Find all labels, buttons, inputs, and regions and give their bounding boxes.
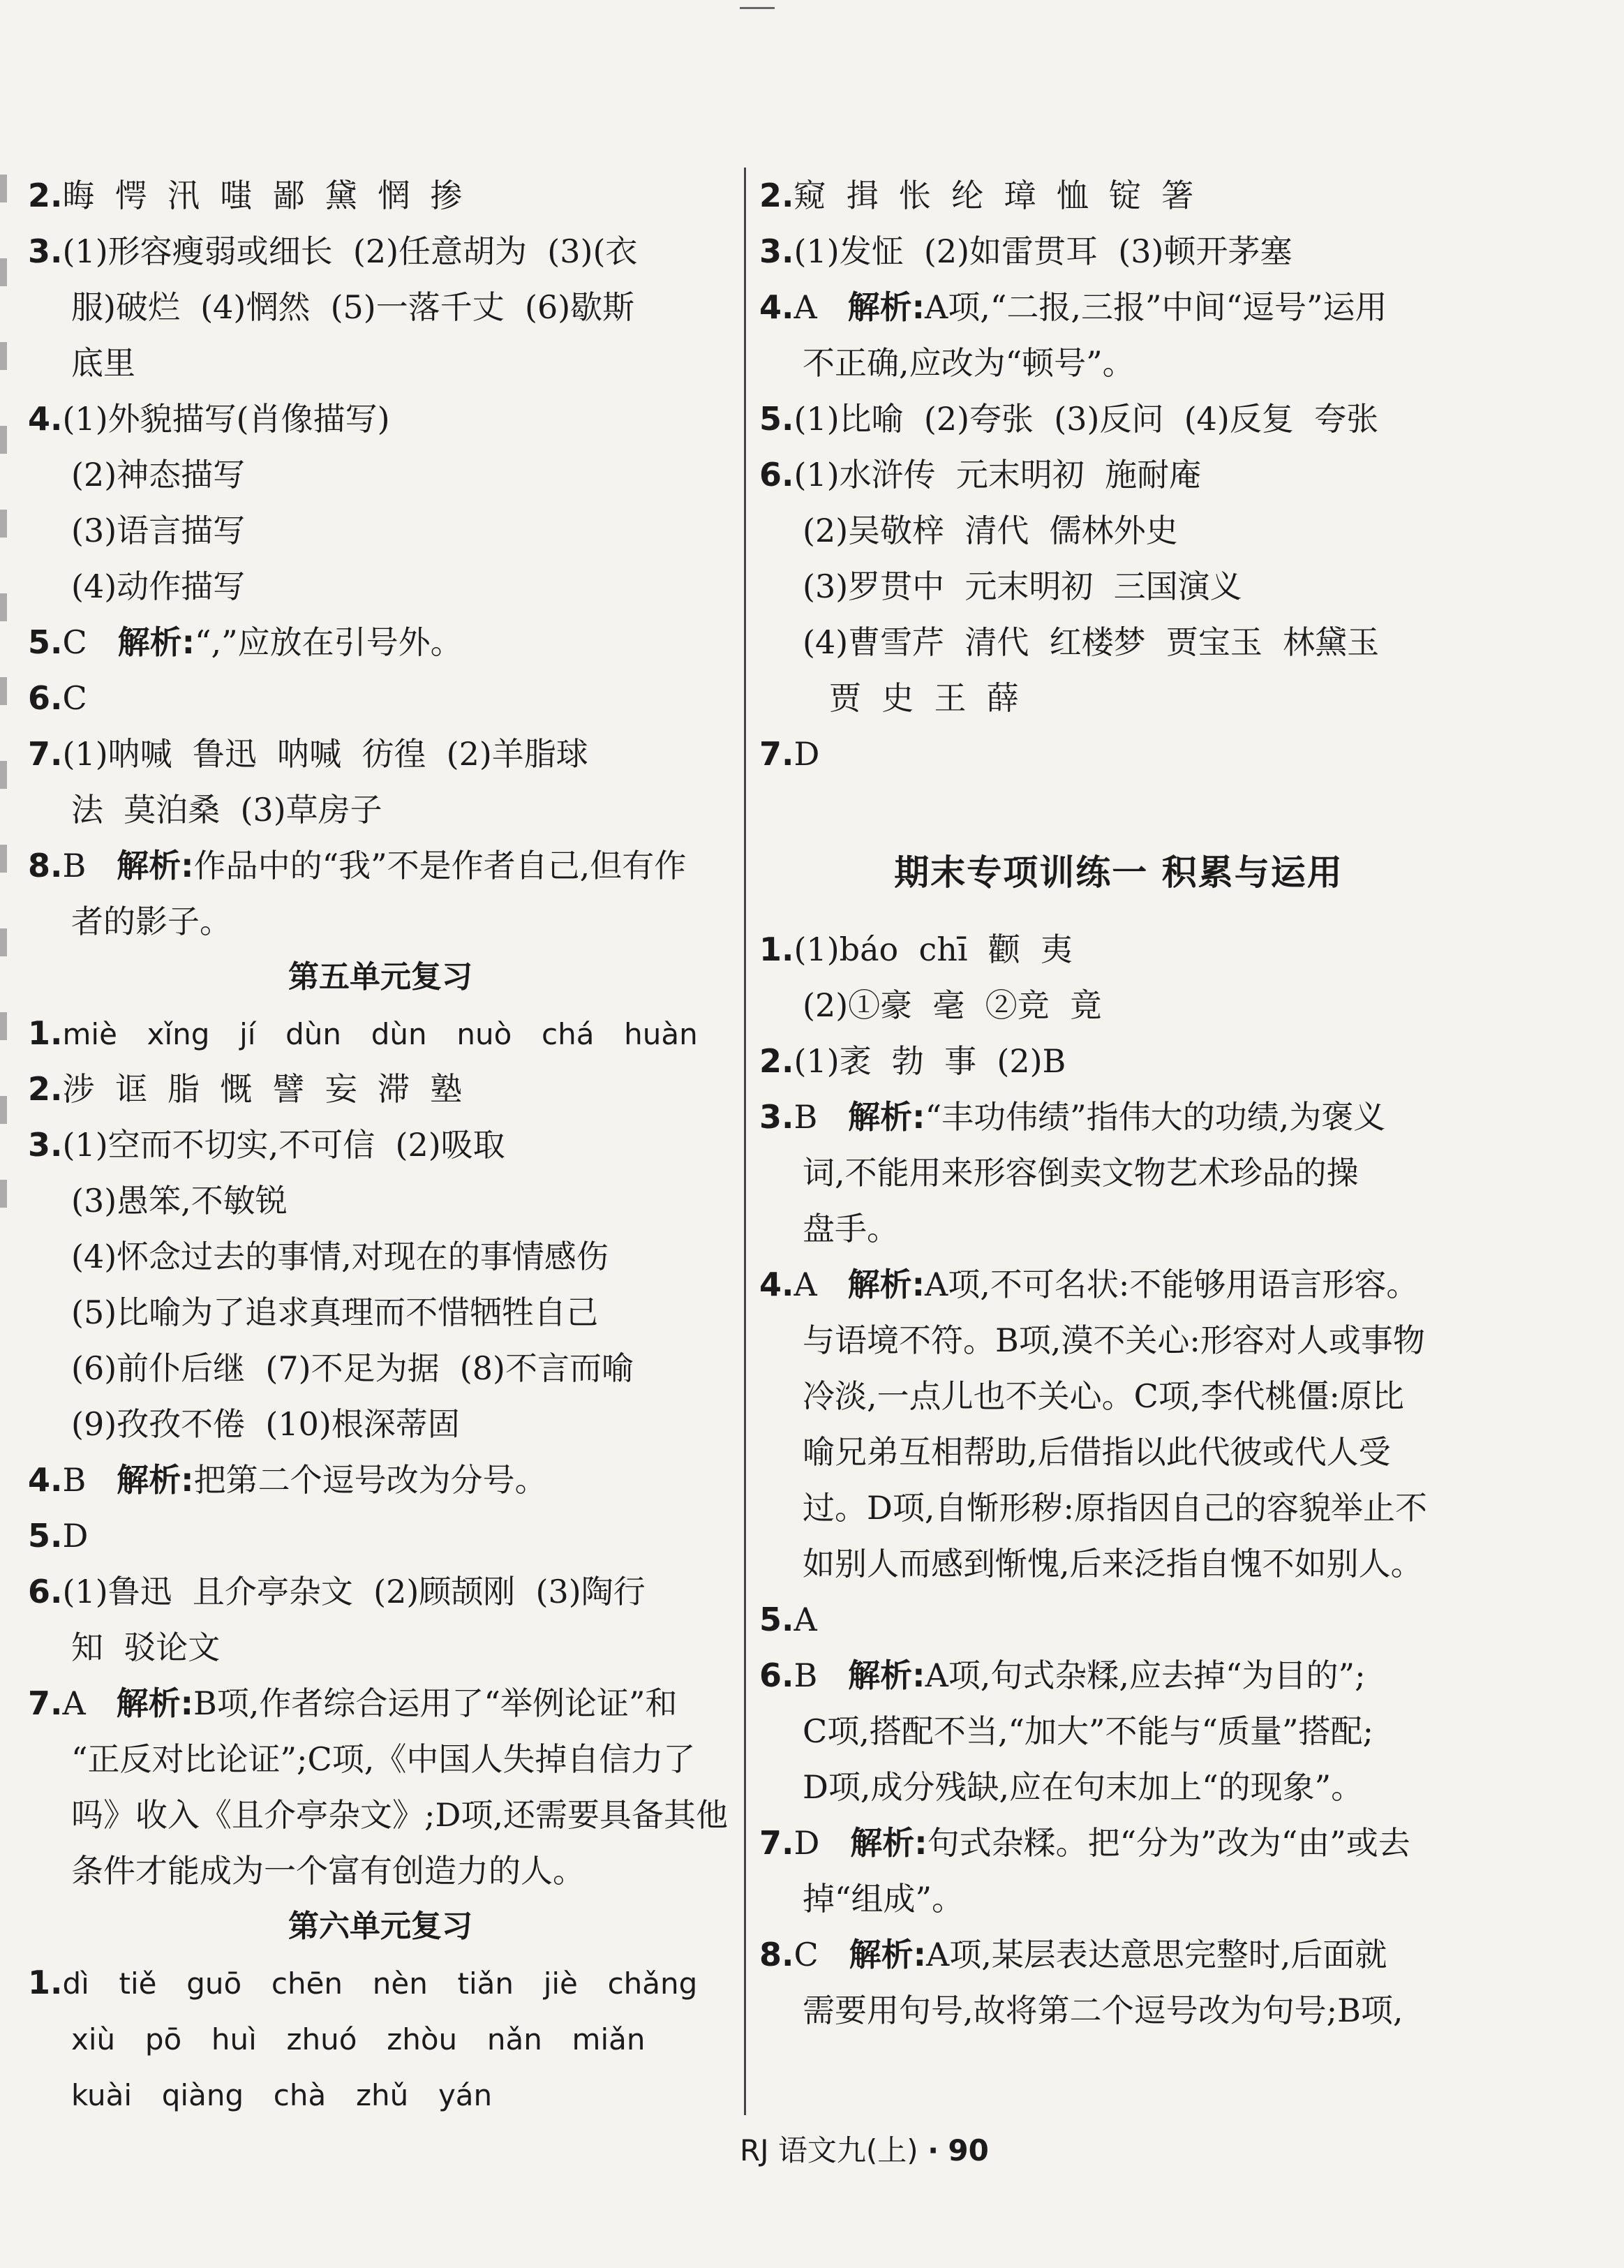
- right-column: [759, 168, 1478, 2038]
- unit5-question-3-item: (4)怀念过去的事情,对现在的事情感伤: [71, 1238, 609, 1275]
- question-5: 5.(1)比喻 (2)夸张 (3)反问 (4)反复 夸张: [759, 400, 1379, 438]
- question-7: 7.(1)呐喊 鲁迅 呐喊 彷徨 (2)羊脂球: [28, 735, 588, 773]
- question-3-cont: 服)破烂 (4)惘然 (5)一落千丈 (6)歇斯: [71, 288, 635, 326]
- unit5-question-6: 6.(1)鲁迅 且介亭杂文 (2)顾颉刚 (3)陶行: [28, 1573, 646, 1610]
- unit5-question-3-item: (3)愚笨,不敏锐: [71, 1182, 288, 1220]
- section-question-3-line: 盘手。: [803, 1210, 899, 1247]
- question-6-item: (3)罗贯中 元末明初 三国演义: [803, 568, 1242, 605]
- unit5-question-6-cont: 知 驳论文: [71, 1629, 221, 1666]
- unit6-question-1-line: xiù pō huì zhuó zhòu nǎn miǎn: [71, 2022, 646, 2056]
- section-question-3: 3.B 解析:“丰功伟绩”指伟大的功绩,为褒义: [759, 1098, 1386, 1136]
- question-8: 8.B 解析:作品中的“我”不是作者自己,但有作: [28, 847, 687, 884]
- question-4-item: (2)神态描写: [71, 456, 246, 494]
- question-6-item: (4)曹雪芹 清代 红楼梦 贾宝玉 林黛玉: [803, 623, 1380, 661]
- unit5-question-3-item: (6)前仆后继 (7)不足为据 (8)不言而喻: [71, 1349, 634, 1387]
- section-question-6-line: C项,搭配不当,“加大”不能与“质量”搭配;: [803, 1712, 1374, 1750]
- question-3: 3.(1)发怔 (2)如雷贯耳 (3)顿开茅塞: [759, 232, 1293, 270]
- footer-dot: ·: [928, 2133, 939, 2167]
- unit5-question-1: 1.miè xǐng jí dùn dùn nuò chá huàn: [28, 1014, 698, 1052]
- top-mark: [740, 7, 775, 9]
- page-number: 90: [948, 2133, 989, 2167]
- unit5-question-2: 2.涉 诓 脂 慨 譬 妄 滞 塾: [28, 1070, 463, 1108]
- section-question-3-line: 词,不能用来形容倒卖文物艺术珍品的操: [803, 1154, 1359, 1192]
- question-2: 2.窥 揖 怅 纶 璋 恤 锭 箸: [759, 177, 1194, 214]
- unit5-question-4: 4.B 解析:把第二个逗号改为分号。: [28, 1461, 547, 1499]
- unit5-question-7-line: 吗》收入《且介亭杂文》;D项,还需要具备其他: [71, 1796, 729, 1834]
- section-question-7-line: 掉“组成”。: [803, 1880, 964, 1918]
- section-question-5: 5.A: [759, 1601, 817, 1638]
- section-spacer: [759, 782, 1478, 824]
- unit5-question-3-item: (9)孜孜不倦 (10)根深蒂固: [71, 1405, 460, 1443]
- question-4-item: (3)语言描写: [71, 512, 246, 549]
- section-question-1: 1.(1)báo chī 颧 夷: [759, 931, 1073, 968]
- section-question-6: 6.B 解析:A项,句式杂糅,应去掉“为目的”;: [759, 1656, 1366, 1694]
- page-footer: [740, 2128, 989, 2170]
- section-question-4-line: 喻兄弟互相帮助,后借指以此代彼或代人受: [803, 1433, 1391, 1471]
- section-title: 期末专项训练一 积累与运用: [894, 852, 1343, 893]
- section-question-1-cont: (2)①豪 毫 ②竞 竟: [803, 986, 1102, 1024]
- unit5-question-3-item: (5)比喻为了追求真理而不惜牺牲自己: [71, 1294, 599, 1331]
- column-divider: [744, 168, 746, 2115]
- question-4: 4.(1)外貌描写(肖像描写): [28, 400, 390, 438]
- left-column: [28, 168, 733, 2122]
- section-question-4-line: 冷淡,一点儿也不关心。C项,李代桃僵:原比: [803, 1377, 1404, 1415]
- section-question-4-line: 与语境不符。B项,漠不关心:形容对人或事物: [803, 1321, 1425, 1359]
- unit6-question-1: 1.dì tiě guō chēn nèn tiǎn jiè chǎng: [28, 1964, 698, 2001]
- unit5-question-7-line: 条件才能成为一个富有创造力的人。: [71, 1852, 585, 1890]
- unit5-question-5: 5.D: [28, 1517, 89, 1555]
- question-8-cont: 者的影子。: [71, 903, 232, 940]
- question-6-item: (2)吴敬梓 清代 儒林外史: [803, 512, 1178, 549]
- question-6: 6.(1)水浒传 元末明初 施耐庵: [759, 456, 1202, 494]
- question-3-cont2: 底里: [71, 344, 135, 382]
- section-question-6-line: D项,成分残缺,应在句末加上“的现象”。: [803, 1768, 1364, 1806]
- question-7-cont: 法 莫泊桑 (3)草房子: [71, 791, 382, 829]
- question-4: 4.A 解析:A项,“二报,三报”中间“逗号”运用: [759, 288, 1387, 326]
- section-question-2: 2.(1)袤 勃 事 (2)B: [759, 1042, 1066, 1080]
- section-question-8: 8.C 解析:A项,某层表达意思完整时,后面就: [759, 1936, 1387, 1973]
- question-7: 7.D: [759, 735, 820, 773]
- section-question-4-line: 如别人而感到惭愧,后来泛指自愧不如别人。: [803, 1545, 1423, 1583]
- question-6: 6.C: [28, 679, 87, 717]
- question-2: 2.晦 愕 汛 嗤 鄙 黛 惘 掺: [28, 177, 463, 214]
- section-question-7: 7.D 解析:句式杂糅。把“分为”改为“由”或去: [759, 1824, 1410, 1862]
- question-5: 5.C 解析:“,”应放在引号外。: [28, 623, 463, 661]
- footer-label: RJ 语文九(上): [740, 2133, 918, 2167]
- unit5-title: 第五单元复习: [288, 959, 472, 995]
- question-6-cont: 贾 史 王 薛: [829, 679, 1019, 717]
- section-question-4: 4.A 解析:A项,不可名状:不能够用语言形容。: [759, 1266, 1419, 1303]
- section-question-8-line: 需要用句号,故将第二个逗号改为句号;B项,: [803, 1992, 1403, 2029]
- question-3: 3.(1)形容瘦弱或细长 (2)任意胡为 (3)(衣: [28, 232, 638, 270]
- unit6-question-1-line: kuài qiàng chà zhǔ yán: [71, 2078, 493, 2112]
- page-edge-marks: [0, 175, 7, 1222]
- unit6-title: 第六单元复习: [288, 1908, 472, 1944]
- question-4-item: (4)动作描写: [71, 568, 246, 605]
- unit5-question-7: 7.A 解析:B项,作者综合运用了“举例论证”和: [28, 1684, 678, 1722]
- unit5-question-3: 3.(1)空而不切实,不可信 (2)吸取: [28, 1126, 505, 1164]
- question-4-cont: 不正确,应改为“顿号”。: [803, 344, 1135, 382]
- unit5-question-7-line: “正反对比论证”;C项,《中国人失掉自信力了: [71, 1740, 696, 1778]
- section-question-4-line: 过。D项,自惭形秽:原指因自己的容貌举止不: [803, 1489, 1428, 1527]
